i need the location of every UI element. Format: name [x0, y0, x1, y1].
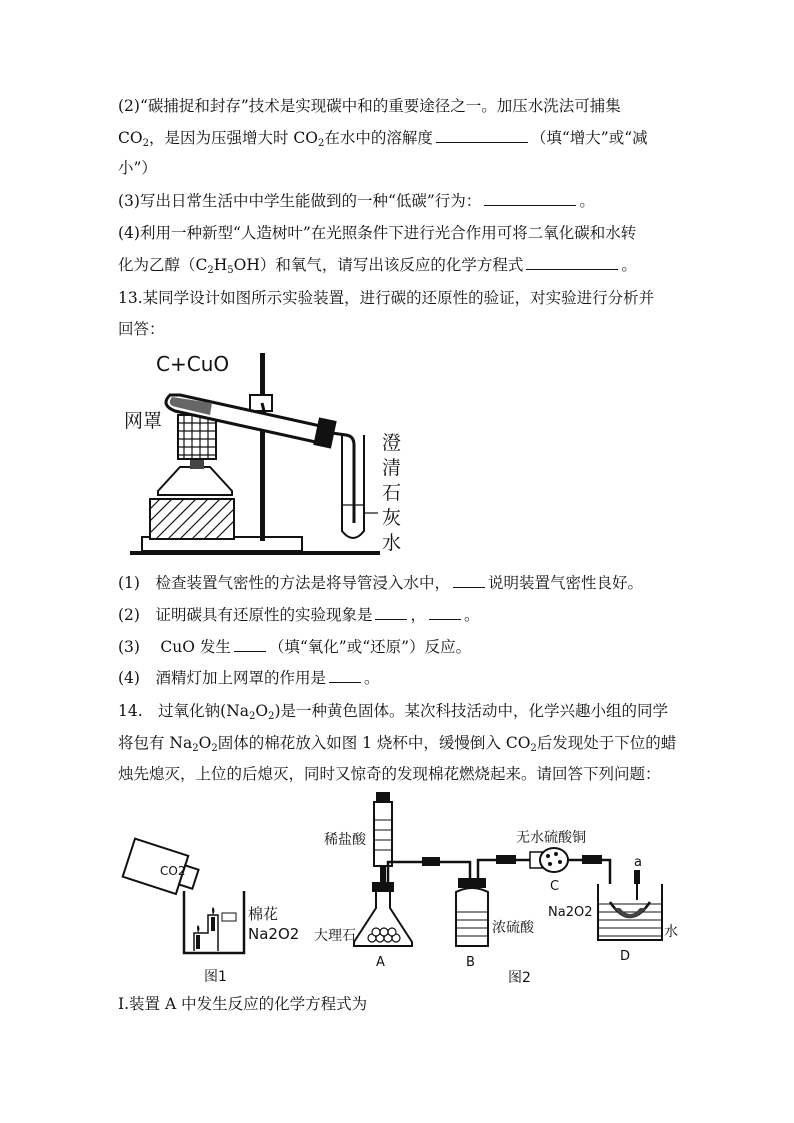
figure-1-beaker	[118, 835, 308, 987]
lime-label-char: 石	[382, 482, 402, 504]
d-na2o2-label: Na2O2	[548, 905, 593, 920]
q13-sub3: (3) CuO 发生 （填“氧化”或“还原”）反应。	[118, 638, 472, 656]
reactant-label: C+CuO	[156, 352, 230, 376]
lime-label-char: 水	[382, 532, 402, 554]
figure-2-apparatus	[300, 790, 692, 988]
carbon-reduction-apparatus-figure	[120, 345, 420, 563]
cotton-label: 棉花	[248, 905, 279, 923]
q12-part3: (3)写出日常生活中中学生能做到的一种“低碳”行为： 。	[118, 192, 595, 210]
figure-2-caption: 图2	[508, 970, 531, 986]
q12-part2-line3: 小”）	[118, 159, 157, 177]
answer-blank[interactable]	[234, 636, 266, 652]
mesh-label: 网罩	[124, 410, 163, 432]
conc-sulfuric-label: 浓硫酸	[492, 920, 534, 936]
label-C: C	[550, 879, 560, 894]
label-B: B	[466, 955, 475, 970]
answer-blank[interactable]	[329, 667, 361, 683]
q12-part2-line2: $CO_2$，是因为压强增大时 $CO_2$在水中的溶解度 （填“增大”或“减	[118, 129, 648, 149]
q13-sub4: (4) 酒精灯加上网罩的作用是 。	[118, 669, 380, 687]
label-D: D	[620, 949, 631, 964]
lime-label-char: 澄	[382, 432, 402, 454]
marble-label: 大理石	[314, 928, 356, 944]
q13-stem-line2: 回答：	[118, 320, 165, 338]
label-A: A	[376, 955, 385, 970]
q14-stem-line3: 烛先熄灭，上位的后熄灭，同时又惊奇的发现棉花燃烧起来。请回答下列问题：	[118, 765, 661, 783]
answer-blank[interactable]	[375, 604, 407, 620]
dilute-hcl-label: 稀盐酸	[324, 832, 366, 848]
na2o2-label: Na2O2	[248, 925, 300, 943]
q13-sub2: (2) 证明碳具有还原性的实验现象是 ， 。	[118, 606, 480, 624]
lime-label-char: 灰	[382, 507, 402, 529]
q14-stem-line1: 14. 过氧化钠$(Na_2O_2)$是一种黄色固体。某次科技活动中，化学兴趣小组的同学	[118, 702, 669, 722]
q12-part4-line1: (4)利用一种新型“人造树叶”在光照条件下进行光合作用可将二氧化碳和水转	[118, 224, 637, 242]
figure-1-caption: 图1	[204, 969, 227, 985]
q13-stem-line1: 13.某同学设计如图所示实验装置，进行碳的还原性的验证，对实验进行分析并	[118, 289, 655, 307]
q14-part1: Ⅰ.装置 A 中发生反应的化学方程式为	[118, 995, 368, 1013]
answer-blank[interactable]	[429, 604, 461, 620]
q12-part2-line1: (2)“碳捕捉和封存”技术是实现碳中和的重要途径之一。加压水洗法可捕集	[118, 97, 621, 115]
answer-blank[interactable]	[453, 572, 485, 588]
lime-label-char: 清	[382, 457, 402, 479]
anhydrous-cuso4-label: 无水硫酸铜	[516, 830, 586, 846]
answer-blank[interactable]	[484, 190, 576, 206]
q13-sub1: (1) 检查装置气密性的方法是将导管浸入水中， 说明装置气密性良好。	[118, 574, 643, 592]
tube-a-label: a	[634, 855, 642, 870]
answer-blank[interactable]	[526, 254, 618, 270]
answer-blank[interactable]	[436, 127, 528, 143]
co2-bottle-label: CO2	[160, 864, 186, 878]
q12-part4-line2: 化为乙醇$(C_2H_5OH)$和氧气，请写出该反应的化学方程式 。	[118, 256, 637, 276]
q14-stem-line2: 将包有 $Na_2O_2$固体的棉花放入如图 1 烧杯中，缓慢倒入 $CO_2$后发现处于下位的蜡	[118, 734, 677, 754]
water-label: 水	[664, 924, 678, 940]
